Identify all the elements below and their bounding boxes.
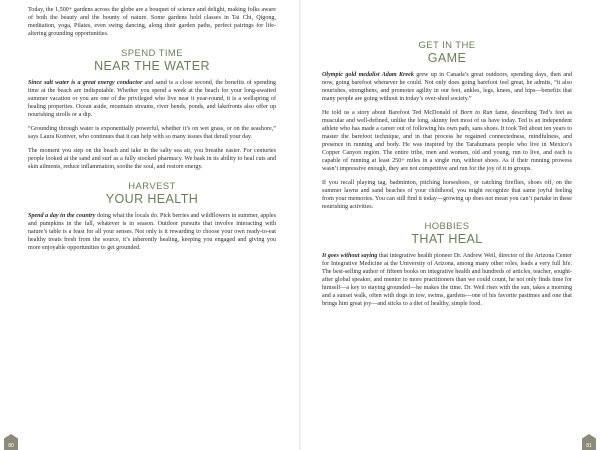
- heading-line1: SPEND TIME: [121, 48, 183, 59]
- heading-line2: GAME: [427, 51, 467, 65]
- heading-line1: HOBBIES: [424, 221, 470, 232]
- lead-in: Olympic gold medalist Adam Kreek: [322, 72, 414, 78]
- body-paragraph: [28, 212, 276, 252]
- heading-line1: HARVEST: [128, 181, 176, 192]
- book-title: Born to Run: [460, 110, 493, 116]
- body-text: He told us a story about Barefoot Ted McDonald of: [322, 110, 461, 116]
- body-paragraph: [28, 79, 276, 119]
- body-text: and sand is a close second, the benefits of spending time at the beach are indisputable. Whether you spend a week at the beach for your long-awaited summer vacation or you are one of the privileged who live near it year-round, it is a wellspring of healing properties. Ocean aside, mountain streams, river bends, ponds, and lakefronts also offer up nourishing strolls or a dip.: [28, 80, 276, 118]
- body-paragraph: If you recall playing tag, badminton, pitching horseshoes, or catching fireflies, shoes off, on the summer lawns and sand beaches of your childhood, you might recognize that same joyful feeling from your memories. You can still find it today—growing up does not mean you can’t partake in these nourishing activities.: [322, 180, 572, 210]
- right-column: [322, 6, 572, 314]
- lead-in: Spend a day in the country: [28, 213, 96, 219]
- page-number-right: 81: [586, 443, 592, 449]
- page-number-left: 80: [8, 443, 14, 449]
- body-text: grew up in Canada’s great outdoors, spending days, then and now, going barefoot whenever he could. Not only does going barefoot feel great, he admits, “it also nourishes, strengthens, and promotes agility in our feet, ankles, legs, knees, and hips—benefits that many people are going without in today’s over-shod society.”: [322, 72, 572, 102]
- heading-line2: YOUR HEALTH: [105, 192, 199, 206]
- body-paragraph: The moment you step on the beach and take in the salty sea air, you breathe easier. For centuries people looked at the sand and surf as a fully stocked pharmacy. We bask in its ability to heal cuts and skin ailments, reduce inflammation, soothe the soul, and restore energy.: [28, 148, 276, 170]
- body-paragraph: [322, 109, 572, 173]
- section-heading-harvest: [28, 181, 276, 206]
- lead-in: It goes without saying: [322, 253, 378, 259]
- body-text: doing what the locals do. Pick berries and wildflowers in summer, apples and pumpkins in the fall, whatever is in season. Outdoor pursuits that involve interacting with nature’s table is a feast for all your senses. Not only is it rewarding to choose your own ready-to-eat healthy treats fresh from the source, it’s inherently healing, keeping you engaged and giving you more enjoyable opportunities to get grounded.: [28, 213, 276, 251]
- intro-paragraph: Today, the 1,500+ gardens across the globe are a bouquet of science and delight, making folks aware of both the beauty and the bounty of nature. Some gardens hold classes in Tai Chi, Qigong, meditation, yoga, Pilates, even swing dancing, along their garden paths, perfect pairings for life-altering grounding opportunities.: [28, 7, 276, 37]
- heading-line2: NEAR THE WATER: [94, 59, 210, 73]
- left-column: [28, 6, 276, 258]
- quote-paragraph: “Grounding through water is exponentially powerful, whether it’s on wet grass, or on the seashore,” says Laura Koniver, who continues that it can help with so many issues that derail your day.: [28, 126, 276, 140]
- body-paragraph: [322, 71, 572, 103]
- body-paragraph: [322, 252, 572, 308]
- section-heading-hobbies: [322, 221, 572, 246]
- heading-line1: GET IN THE: [418, 40, 476, 51]
- body-text: fame, describing Ted’s feet as muscular and well-defined, unlike the long, skinny feet most of us have today. Ted is an independent athlete who has made a career out of following his own path, sans shoes. It took Ted about ten years to master the barefoot technique, and in that process he regained connectedness, mindfulness, and presence in running and body. He was inspired by the Tarahumara people who live in Mexico’s Copper Canyon region. The entire tribe, men and women, old and young, run to live, and each is capable of running at least 250+ miles in a single run, without shoes. As if their running prowess wasn’t impressive enough, they are not competitive and run for the joy of it in groups.: [322, 110, 572, 172]
- heading-line2: THAT HEAL: [411, 232, 483, 246]
- section-heading-spend-time: [28, 48, 276, 73]
- section-heading-game: [322, 40, 572, 65]
- right-page: [300, 0, 600, 450]
- lead-in: Since salt water is a great energy conductor: [28, 80, 143, 86]
- body-text: that integrative health pioneer Dr. Andrew Weil, director of the Arizona Center for Integrative Medicine at the University of Arizona, among many other roles, leads a very full life. The best-selling author of fifteen books on integrative health and hundreds of articles, teacher, sought-after global speaker, and mentor to more practitioners than we could count, he not only finds time for himself—a key to staying grounded—he makes the time. Dr. Weil rises with the sun, takes a morning and a sunset walk, often with dogs in tow, swims, gardens—one of his favorite pastimes and one that brings him great joy—and sticks to a diet of healthy, simple food.: [322, 253, 572, 307]
